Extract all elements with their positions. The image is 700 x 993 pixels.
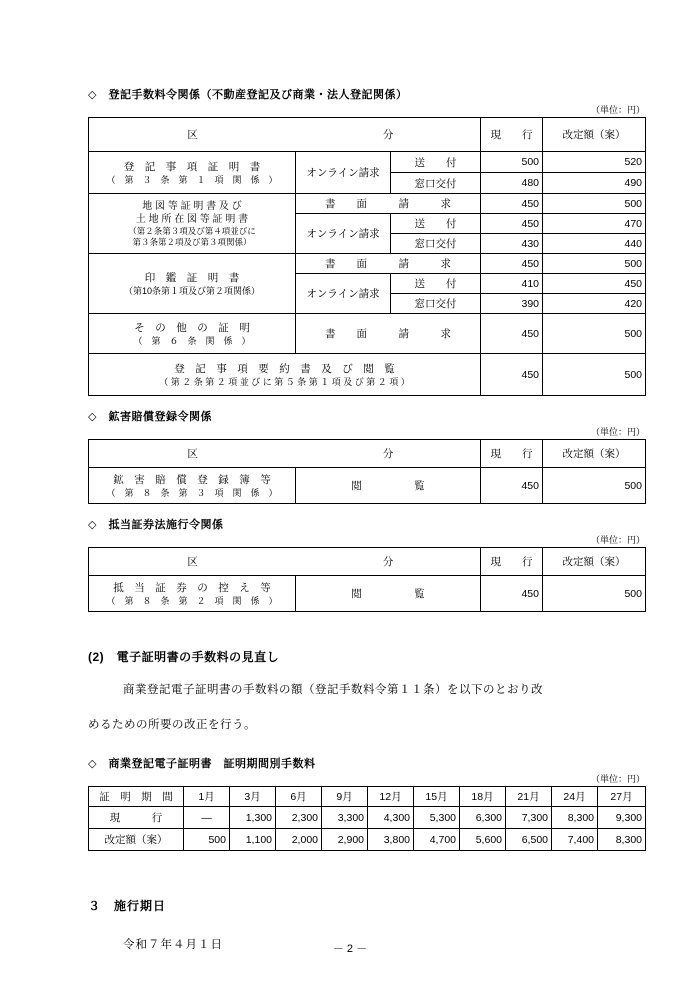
revised-fee-cell: 500: [543, 314, 646, 354]
request-method-cell: オンライン請求: [296, 214, 391, 254]
current-fee-cell: 9,300: [598, 807, 646, 829]
mortgage-title: ◇ 抵当証券法施行令関係: [88, 519, 224, 531]
header-revised-label: 改定額（案）: [543, 118, 646, 152]
registration-fees-title: ◇ 登記手数料令関係（不動産登記及び商業・法人登記関係）: [88, 89, 408, 101]
revised-fee-cell: 4,700: [414, 829, 460, 851]
period-header-cell: 9月: [322, 787, 368, 807]
current-fee-cell: 4,300: [368, 807, 414, 829]
item-name-cell: [89, 468, 296, 504]
cert-fee-table: [88, 786, 646, 851]
revised-fee-cell: 500: [184, 829, 230, 851]
category-header: [89, 127, 480, 142]
header-revised-label: 改定額（案）: [543, 440, 646, 468]
section2-paragraph: [88, 673, 645, 743]
revised-fee-cell: 490: [543, 173, 646, 194]
request-method-cell: オンライン請求: [296, 152, 391, 194]
delivery-type-cell: 送 付: [391, 274, 481, 294]
table-row: [89, 354, 646, 396]
request-method-cell: 書 面 請 求: [296, 254, 481, 274]
current-fee-cell: 450: [481, 468, 543, 504]
table-row: [89, 576, 646, 612]
current-fee-cell: 7,300: [506, 807, 552, 829]
current-fee-cell: 500: [481, 152, 543, 173]
item-clause-line: （ 第 ２ 条 第 ２ 項 並 び に 第 ５ 条 第 １ 項 及 び 第 ２ 項 ）: [159, 376, 410, 387]
section3-heading: ３ 施行期日: [88, 899, 167, 913]
current-fee-cell: 410: [481, 274, 543, 294]
period-header-cell: 15月: [414, 787, 460, 807]
item-name-cell: [89, 254, 296, 314]
item-name-line: 抵 当 証 券 の 控 え 等: [113, 581, 271, 594]
header-ku-label: 区: [187, 556, 198, 568]
period-header-cell: 証 明 期 間: [89, 787, 184, 807]
header-bun-label: 分: [382, 556, 394, 568]
revised-fee-cell: 3,800: [368, 829, 414, 851]
item-clause-line: 第３条第２項及び第３項関係）: [132, 236, 252, 247]
request-method-cell: 閲 覧: [296, 576, 481, 612]
mining-title: ◇ 鉱害賠償登録令関係: [88, 411, 212, 423]
item-name-cell: [89, 194, 296, 254]
item-clause-line: （ 第 ３ 条 第 １ 項 関 係 ）: [106, 174, 278, 185]
revised-fee-cell: 440: [543, 234, 646, 254]
item-name-line: 登 記 事 項 要 約 書 及 び 閲 覧: [174, 362, 395, 375]
current-fee-cell: 450: [481, 194, 543, 214]
header-category-cell: [89, 440, 481, 468]
revised-fee-cell: 6,500: [506, 829, 552, 851]
table-header-row: [89, 118, 646, 152]
paragraph-line: 商業登記電子証明書の手数料の額（登記手数料令第１１条）を以下のとおり改: [123, 684, 543, 696]
current-fee-cell: 450: [481, 214, 543, 234]
revised-fee-cell: 520: [543, 152, 646, 173]
period-header-cell: 21月: [506, 787, 552, 807]
document-content: [88, 86, 645, 952]
item-name-cell: [89, 354, 481, 396]
current-fee-cell: 450: [481, 576, 543, 612]
period-header-cell: 24月: [552, 787, 598, 807]
header-category-cell: [89, 548, 481, 576]
period-header-cell: 1月: [184, 787, 230, 807]
current-fee-cell: ―: [184, 807, 230, 829]
request-method-cell: オンライン請求: [296, 274, 391, 314]
registration-fees-unit-label: （単位：円）: [590, 105, 645, 115]
revised-fee-cell: 8,300: [598, 829, 646, 851]
table-row: [89, 194, 646, 214]
row-label-current: 現 行: [89, 807, 184, 829]
revised-fee-cell: 450: [543, 274, 646, 294]
cert-table-title: ◇ 商業登記電子証明書 証明期間別手数料: [88, 758, 316, 770]
table-row: [89, 807, 646, 829]
paragraph-line: めるための所要の改正を行う。: [88, 719, 256, 731]
current-fee-cell: 2,300: [276, 807, 322, 829]
registration-fees-table: [88, 117, 646, 396]
request-method-cell: 書 面 請 求: [296, 314, 481, 354]
header-ku-label: 区: [187, 448, 198, 460]
revised-fee-cell: 500: [543, 194, 646, 214]
item-clause-line: （第10条第１項及び第２項関係）: [123, 285, 260, 296]
current-fee-cell: 450: [481, 254, 543, 274]
mortgage-unit-label: （単位：円）: [590, 535, 645, 545]
delivery-type-cell: 窓口交付: [391, 294, 481, 314]
header-category-cell: [89, 118, 481, 152]
revised-fee-cell: 7,400: [552, 829, 598, 851]
period-header-cell: 6月: [276, 787, 322, 807]
header-revised-label: 改定額（案）: [543, 548, 646, 576]
revised-fee-cell: 500: [543, 254, 646, 274]
current-fee-cell: 390: [481, 294, 543, 314]
item-name-cell: [89, 576, 296, 612]
mortgage-table: [88, 547, 646, 612]
request-method-cell: 書 面 請 求: [296, 194, 481, 214]
mining-unit-label: （単位：円）: [590, 427, 645, 437]
item-name-line: 登 記 事 項 証 明 書: [123, 160, 261, 173]
item-clause-line: （ 第 ６ 条 関 係 ）: [133, 335, 251, 346]
item-name-line: 印 鑑 証 明 書: [144, 271, 240, 284]
item-name-cell: [89, 152, 296, 194]
request-method-cell: 閲 覧: [296, 468, 481, 504]
cert-unit-label: （単位：円）: [590, 774, 645, 784]
table-row: [89, 829, 646, 851]
item-name-line: 地 図 等 証 明 書 及 び: [142, 200, 242, 212]
category-header: [89, 554, 480, 569]
current-fee-cell: 430: [481, 234, 543, 254]
period-header-cell: 18月: [460, 787, 506, 807]
revised-fee-cell: 1,100: [230, 829, 276, 851]
current-fee-cell: 450: [481, 314, 543, 354]
current-fee-cell: 5,300: [414, 807, 460, 829]
current-fee-cell: 6,300: [460, 807, 506, 829]
item-name-cell: [89, 314, 296, 354]
header-bun-label: 分: [382, 129, 394, 141]
header-current-label: 現 行: [481, 118, 543, 152]
current-fee-cell: 450: [481, 354, 543, 396]
period-header-cell: 12月: [368, 787, 414, 807]
revised-fee-cell: 470: [543, 214, 646, 234]
delivery-type-cell: 窓口交付: [391, 234, 481, 254]
period-header-cell: 27月: [598, 787, 646, 807]
mining-table: [88, 439, 646, 504]
revised-fee-cell: 500: [543, 576, 646, 612]
page-number: － 2 －: [332, 943, 368, 955]
revised-fee-cell: 420: [543, 294, 646, 314]
table-row: [89, 152, 646, 173]
item-clause-line: （ 第 ８ 条 第 ３ 項 関 係 ）: [106, 487, 278, 498]
table-header-row: [89, 440, 646, 468]
table-header-row: [89, 548, 646, 576]
revised-fee-cell: 5,600: [460, 829, 506, 851]
header-bun-label: 分: [382, 448, 394, 460]
item-name-line: 鉱 害 賠 償 登 録 簿 等: [113, 473, 271, 486]
table-header-row: [89, 787, 646, 807]
header-current-label: 現 行: [481, 548, 543, 576]
period-header-cell: 3月: [230, 787, 276, 807]
section2-heading: (2) 電子証明書の手数料の見直し: [88, 650, 280, 664]
current-fee-cell: 3,300: [322, 807, 368, 829]
current-fee-cell: 8,300: [552, 807, 598, 829]
revised-fee-cell: 500: [543, 354, 646, 396]
header-current-label: 現 行: [481, 440, 543, 468]
section3-body: 令和７年４月１日: [123, 939, 223, 951]
row-label-revised: 改定額（案）: [89, 829, 184, 851]
current-fee-cell: 1,300: [230, 807, 276, 829]
header-ku-label: 区: [187, 129, 198, 141]
table-row: [89, 468, 646, 504]
revised-fee-cell: 2,900: [322, 829, 368, 851]
item-name-line: そ の 他 の 証 明: [134, 321, 250, 334]
item-clause-line: （ 第 ８ 条 第 ２ 項 関 係 ）: [106, 595, 278, 606]
table-row: [89, 314, 646, 354]
delivery-type-cell: 送 付: [391, 214, 481, 234]
category-header: [89, 446, 480, 461]
delivery-type-cell: 送 付: [391, 152, 481, 173]
revised-fee-cell: 2,000: [276, 829, 322, 851]
revised-fee-cell: 500: [543, 468, 646, 504]
delivery-type-cell: 窓口交付: [391, 173, 481, 194]
current-fee-cell: 480: [481, 173, 543, 194]
item-clause-line: （第２条第３項及び第４項並びに: [128, 225, 256, 236]
table-row: [89, 254, 646, 274]
item-name-line: 土 地 所 在 図 等 証 明 書: [135, 213, 249, 225]
